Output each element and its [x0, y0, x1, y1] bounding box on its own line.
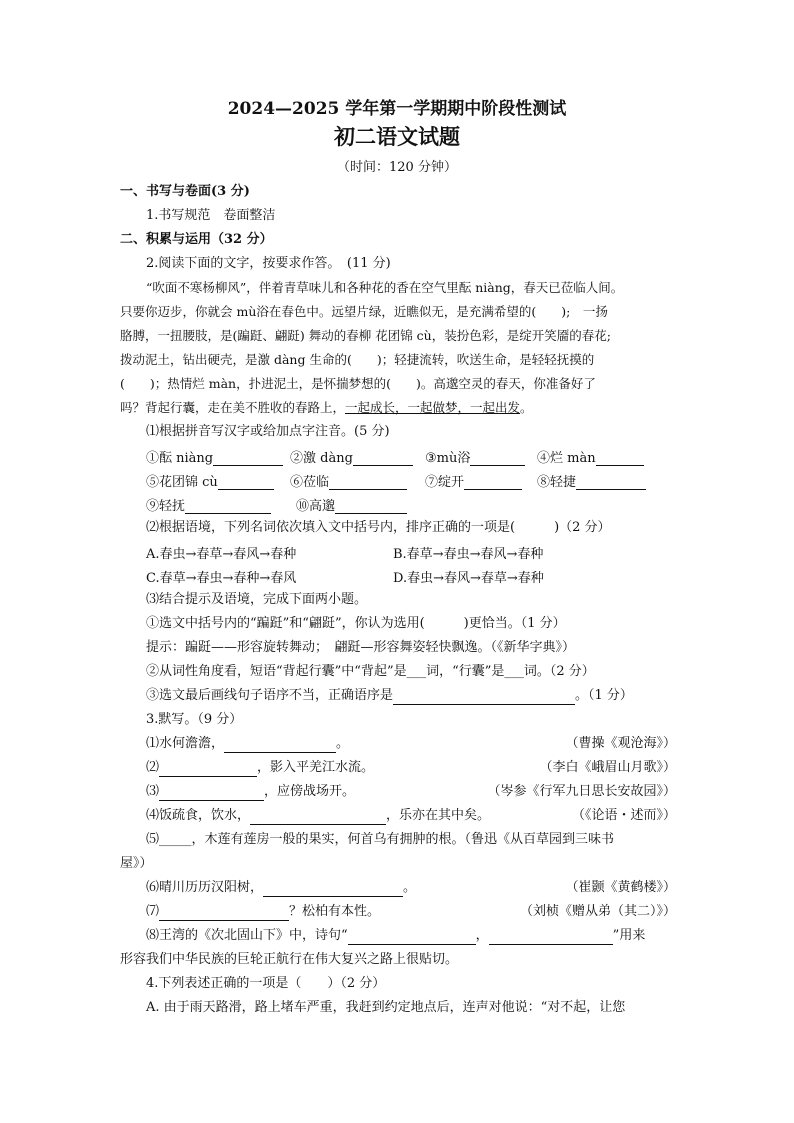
recite-8-line-cont: 形容我们中华民族的巨轮正航行在伟大复兴之路上很贴切。 [120, 952, 459, 967]
answer-blank[interactable] [185, 499, 271, 514]
answer-blank[interactable] [263, 882, 403, 897]
exam-time: （时间：120 分钟） [337, 160, 457, 175]
pinyin-item: ③mù浴 [425, 447, 525, 466]
pinyin-item: ①酝 niàng [146, 447, 283, 466]
answer-blank[interactable] [393, 690, 575, 705]
recite-5-line: ⑸_____，木莲有莲房一般的果实，何首乌有拥肿的根。（鲁迅《从百草园到三味书 [146, 832, 615, 847]
recite-source: （岑参《行军九日思长安故园》） [487, 784, 676, 799]
recite-source: （曹操《观沧海》） [565, 736, 676, 751]
answer-blank[interactable] [576, 475, 646, 490]
question-4-option-a[interactable]: A. 由于雨天路滑，路上堵车严重，我赶到约定地点后，连声对他说：“对不起，让您 [146, 1000, 626, 1015]
recite-source: （崔颢《黄鹤楼》） [565, 880, 676, 895]
pinyin-item: ②激 dàng [290, 447, 413, 466]
question-2-3-c: ③选文最后画线句子语序不当，正确语序是 。（1 分） [146, 688, 633, 703]
pinyin-item: ⑨轻抚 [146, 495, 271, 514]
answer-blank[interactable] [470, 451, 525, 466]
section1-heading: 一、书写与卷面(3 分) [120, 184, 250, 199]
pinyin-item: ⑦绽开 [425, 471, 522, 490]
option-d[interactable]: D.春虫→春风→春草→春种 [393, 571, 544, 586]
recite-8-line: ⑻王湾的《次北固山下》中，诗句“ ， ”用来 [146, 928, 646, 943]
option-b[interactable]: B.春草→春虫→春风→春种 [393, 547, 544, 562]
recite-source: （李白《峨眉山月歌》） [539, 760, 676, 775]
passage-line: 胳膊，一扭腰肢，是(蹁跹、翩跹) 舞动的春柳 花团锦 cù，装扮色彩，是绽开笑靥的春花; [120, 328, 611, 343]
answer-blank[interactable] [329, 475, 407, 490]
answer-blank[interactable] [224, 738, 336, 753]
answer-blank[interactable] [250, 810, 386, 825]
recite-line: ⑴水何澹澹， 。 （曹操《观沧海》） [146, 736, 676, 751]
exam-subtitle: 初二语文试题 [334, 124, 460, 149]
question-1: 1.书写规范 卷面整洁 [146, 208, 276, 223]
option-c[interactable]: C.春草→春虫→春种→春风 [146, 571, 297, 586]
answer-blank[interactable] [335, 499, 407, 514]
recite-5-line-cont: 屋》） [120, 856, 153, 871]
answer-blank[interactable] [159, 762, 257, 777]
pinyin-item: ④烂 màn [537, 447, 644, 466]
pinyin-item: ⑥莅临 [290, 471, 407, 490]
question-2-3-b: ②从词性角度看，短语“背起行囊”中“背起”是___词，“行囊”是___词。（2 分） [146, 664, 595, 679]
recite-line: ⑷饭疏食，饮水， ，乐亦在其中矣。 （《论语・述而》） [146, 808, 676, 823]
question-3-stem: 3.默写。（9 分） [146, 712, 243, 727]
question-2-3-a: ①选文中括号内的“蹁跹”和“翩跹”，你认为选用( )更恰当。（1 分） [146, 616, 566, 631]
passage-last-line [120, 399, 533, 417]
question-2-3-stem: ⑶结合提示及语境，完成下面两小题。 [146, 592, 368, 607]
recite-line: ⑶ ，应傍战场开。 （岑参《行军九日思长安故园》） [146, 784, 676, 799]
passage-line: ( )；热情烂 màn，扑进泥土，是怀揣梦想的( )。高邈空灵的春天，你准备好了 [120, 376, 596, 391]
answer-blank[interactable] [464, 475, 522, 490]
recite-line: ⑺ ？松柏有本性。 （刘桢《赠从弟（其二）》） [146, 904, 676, 919]
question-2-stem: 2.阅读下面的文字，按要求作答。 (11 分) [146, 256, 391, 271]
question-2-2-stem: ⑵根据语境，下列名词依次填入文中括号内，排序正确的一项是( )（2 分） [146, 520, 611, 535]
question-2-1-stem: ⑴根据拼音写汉字或给加点字注音。(5 分) [146, 424, 390, 439]
passage-line: 只要你迈步，你就会 mù浴在春色中。远望片绿，近瞧似无，是充满希望的( ); 一扬 [120, 304, 608, 319]
question-4-stem: 4.下列表述正确的一项是（ ）（2 分） [146, 976, 386, 991]
pinyin-item: ⑩高邈 [296, 495, 407, 514]
answer-blank[interactable] [218, 475, 274, 490]
answer-blank[interactable] [353, 451, 413, 466]
answer-blank[interactable] [596, 451, 644, 466]
answer-blank[interactable] [348, 930, 476, 945]
recite-source: （刘桢《赠从弟（其二）》） [519, 904, 676, 919]
exam-title: 2024—2025 学年第一学期期中阶段性测试 [227, 99, 567, 119]
recite-line: ⑵ ，影入平羌江水流。 （李白《峨眉山月歌》） [146, 760, 676, 775]
answer-blank[interactable] [159, 906, 289, 921]
recite-source: （《论语・述而》） [571, 808, 676, 823]
section2-heading: 二、积累与运用（32 分） [120, 232, 273, 247]
option-a[interactable]: A.春虫→春草→春风→春种 [146, 547, 297, 562]
passage-last-suffix: 。 [520, 400, 533, 415]
question-2-3-hint: 提示：蹁跹——形容旋转舞动； 翩跹—形容舞姿轻快飘逸。（《新华字典》） [146, 640, 576, 655]
answer-blank[interactable] [159, 786, 264, 801]
passage-last-prefix: 吗？背起行囊，走在美不胜收的春路上， [120, 400, 346, 415]
underlined-sentence: 一起成长，一起做梦，一起出发 [345, 400, 521, 415]
recite-line: ⑹晴川历历汉阳树， 。 （崔颢《黄鹤楼》） [146, 880, 676, 895]
pinyin-item: ⑧轻捷 [537, 471, 646, 490]
pinyin-item: ⑤花团锦 cù [146, 471, 274, 490]
passage-line: 拨动泥土，钻出硬壳，是激 dàng 生命的( )；轻捷流转，吹送生命，是轻轻抚摸的 [120, 352, 595, 367]
answer-blank[interactable] [489, 930, 613, 945]
answer-blank[interactable] [213, 451, 283, 466]
passage-line: “吹面不寒杨柳风”，伴着青草味儿和各种花的香在空气里酝 niàng，春天已莅临人间。 [146, 280, 624, 295]
